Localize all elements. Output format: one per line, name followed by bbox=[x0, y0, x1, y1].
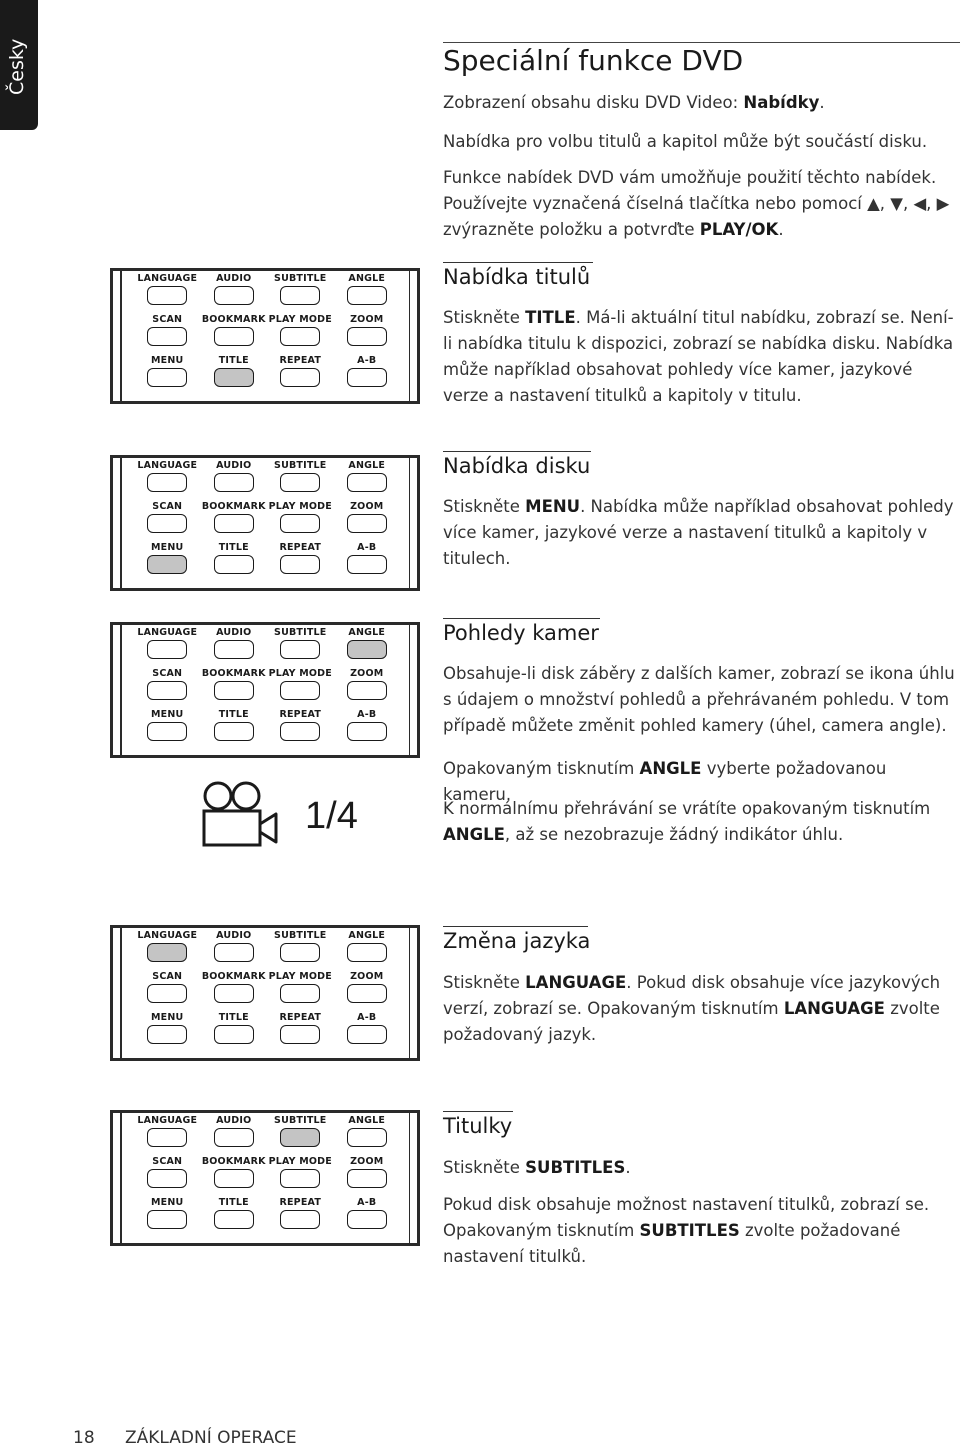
remote-button-label: TITLE bbox=[218, 355, 249, 366]
remote-button-label: TITLE bbox=[218, 1012, 249, 1023]
remote-frame bbox=[409, 268, 411, 404]
remote-button-repeat bbox=[280, 555, 320, 574]
remote-button-label: TITLE bbox=[218, 1197, 249, 1208]
remote-button-cell bbox=[267, 667, 334, 708]
remote-button-audio bbox=[214, 1128, 254, 1147]
remote-button-scan bbox=[147, 984, 187, 1003]
remote-illustration bbox=[110, 268, 420, 404]
remote-button-cell bbox=[267, 354, 334, 395]
remote-button-grid bbox=[134, 459, 400, 582]
remote-button-label: LANGUAGE bbox=[137, 273, 198, 284]
remote-button-label: PLAY MODE bbox=[268, 501, 332, 512]
remote-button-label: BOOKMARK bbox=[201, 501, 266, 512]
remote-button-menu bbox=[147, 1025, 187, 1044]
remote-button-subtitle bbox=[280, 943, 320, 962]
remote-button-cell bbox=[134, 272, 201, 313]
remote-frame bbox=[110, 268, 113, 404]
remote-button-label: LANGUAGE bbox=[137, 627, 198, 638]
remote-button-label: ZOOM bbox=[350, 314, 384, 325]
remote-button-label: REPEAT bbox=[279, 542, 322, 553]
section-heading-subtitles: Titulky bbox=[443, 1114, 513, 1138]
remote-button-cell bbox=[267, 1155, 334, 1196]
remote-button-label: BOOKMARK bbox=[201, 314, 266, 325]
remote-button-cell bbox=[134, 1155, 201, 1196]
remote-button-cell bbox=[201, 354, 268, 395]
remote-button-subtitle bbox=[280, 1128, 320, 1147]
remote-frame bbox=[110, 622, 113, 758]
remote-button-bookmark bbox=[214, 1169, 254, 1188]
remote-button-label: BOOKMARK bbox=[201, 1156, 266, 1167]
remote-button-zoom bbox=[347, 327, 387, 346]
subtitles-paragraph-1: Stiskněte SUBTITLES. bbox=[443, 1158, 631, 1177]
remote-button-label: SUBTITLE bbox=[274, 930, 327, 941]
remote-button-grid bbox=[134, 929, 400, 1052]
remote-button-label: BOOKMARK bbox=[201, 971, 266, 982]
remote-button-cell bbox=[134, 929, 201, 970]
remote-button-cell bbox=[334, 1011, 401, 1052]
remote-button-cell bbox=[334, 541, 401, 582]
remote-button-grid bbox=[134, 626, 400, 749]
remote-button-label: SUBTITLE bbox=[274, 460, 327, 471]
remote-button-cell bbox=[134, 459, 201, 500]
camera-paragraph-2: Opakovaným tisknutím ANGLE vyberte požadovanou kameru. bbox=[443, 759, 887, 804]
remote-button-label: ZOOM bbox=[350, 1156, 384, 1167]
remote-frame bbox=[110, 455, 113, 591]
remote-button-cell bbox=[134, 313, 201, 354]
remote-frame bbox=[110, 1243, 420, 1246]
remote-button-cell bbox=[334, 1196, 401, 1237]
remote-frame bbox=[409, 622, 411, 758]
title-menu-text: Stiskněte TITLE. Má-li aktuální titul nabídku, zobrazí se. Není-li nabídka titulu k dispozici, zobrazí se nabídka disku. Nabídka může například obsahovat pohledy více kamer, jazykové verze a nastavení titulků a kapitoly v titulu. bbox=[443, 308, 954, 405]
remote-button-cell bbox=[201, 272, 268, 313]
remote-button-label: MENU bbox=[151, 355, 184, 366]
remote-button-cell bbox=[134, 667, 201, 708]
remote-button-label: AUDIO bbox=[216, 273, 252, 284]
remote-illustration bbox=[110, 622, 420, 758]
remote-button-label: LANGUAGE bbox=[137, 930, 198, 941]
remote-button-label: AUDIO bbox=[216, 460, 252, 471]
remote-button-subtitle bbox=[280, 473, 320, 492]
remote-button-label: PLAY MODE bbox=[268, 971, 332, 982]
remote-button-label: ZOOM bbox=[350, 971, 384, 982]
remote-button-subtitle bbox=[280, 640, 320, 659]
subtitles-paragraph-2: Pokud disk obsahuje možnost nastavení titulků, zobrazí se. Opakovaným tisknutím SUBTITLES zvolte požadované nastavení titulků. bbox=[443, 1195, 930, 1266]
remote-frame bbox=[409, 925, 411, 1061]
remote-button-a-b bbox=[347, 1210, 387, 1229]
remote-button-label: A-B bbox=[357, 542, 377, 553]
remote-button-cell bbox=[134, 970, 201, 1011]
remote-frame bbox=[417, 622, 420, 758]
remote-button-label: SUBTITLE bbox=[274, 273, 327, 284]
remote-button-angle bbox=[347, 473, 387, 492]
remote-button-label: PLAY MODE bbox=[268, 314, 332, 325]
remote-frame bbox=[110, 925, 420, 928]
remote-button-label: TITLE bbox=[218, 542, 249, 553]
remote-button-label: AUDIO bbox=[216, 627, 252, 638]
remote-frame bbox=[417, 268, 420, 404]
remote-button-cell bbox=[334, 354, 401, 395]
remote-button-label: SCAN bbox=[152, 668, 183, 679]
remote-button-cell bbox=[134, 354, 201, 395]
remote-frame bbox=[110, 588, 420, 591]
remote-button-play-mode bbox=[280, 681, 320, 700]
remote-button-zoom bbox=[347, 1169, 387, 1188]
remote-button-language bbox=[147, 286, 187, 305]
remote-button-label: SUBTITLE bbox=[274, 627, 327, 638]
remote-button-bookmark bbox=[214, 327, 254, 346]
remote-button-cell bbox=[201, 1011, 268, 1052]
remote-button-label: AUDIO bbox=[216, 930, 252, 941]
intro-paragraph-2: Nabídka pro volbu titulů a kapitol může být součástí disku. bbox=[443, 132, 928, 151]
remote-button-cell bbox=[134, 1196, 201, 1237]
remote-button-cell bbox=[134, 541, 201, 582]
remote-button-grid bbox=[134, 272, 400, 395]
remote-frame bbox=[110, 1058, 420, 1061]
remote-button-a-b bbox=[347, 1025, 387, 1044]
remote-button-cell bbox=[267, 708, 334, 749]
remote-button-bookmark bbox=[214, 514, 254, 533]
remote-frame bbox=[417, 455, 420, 591]
remote-frame bbox=[409, 1110, 411, 1246]
remote-button-repeat bbox=[280, 722, 320, 741]
remote-button-cell bbox=[334, 626, 401, 667]
remote-button-cell bbox=[201, 1114, 268, 1155]
remote-button-label: ANGLE bbox=[348, 273, 386, 284]
remote-button-label: TITLE bbox=[218, 709, 249, 720]
remote-button-cell bbox=[267, 1114, 334, 1155]
intro-paragraph-3: Funkce nabídek DVD vám umožňuje použití těchto nabídek. Používejte vyznačená číselná tlačítka nebo pomocí ▲, ▼, ◀, ▶ zvýrazněte položku a potvrďte PLAY/OK. bbox=[443, 168, 950, 239]
remote-button-bookmark bbox=[214, 984, 254, 1003]
remote-frame bbox=[120, 268, 122, 404]
remote-button-label: SCAN bbox=[152, 314, 183, 325]
remote-button-cell bbox=[201, 1155, 268, 1196]
remote-button-label: REPEAT bbox=[279, 1012, 322, 1023]
remote-button-scan bbox=[147, 1169, 187, 1188]
remote-button-cell bbox=[267, 1011, 334, 1052]
language-tab bbox=[0, 0, 38, 130]
remote-button-audio bbox=[214, 943, 254, 962]
remote-button-label: ANGLE bbox=[348, 460, 386, 471]
section-rule bbox=[443, 1111, 513, 1112]
remote-button-cell bbox=[334, 970, 401, 1011]
remote-button-cell bbox=[134, 626, 201, 667]
remote-frame bbox=[409, 455, 411, 591]
remote-button-play-mode bbox=[280, 327, 320, 346]
remote-button-cell bbox=[201, 459, 268, 500]
remote-button-label: ANGLE bbox=[348, 1115, 386, 1126]
remote-button-title bbox=[214, 555, 254, 574]
remote-button-menu bbox=[147, 722, 187, 741]
remote-frame bbox=[110, 401, 420, 404]
section-heading-title-menu: Nabídka titulů bbox=[443, 265, 591, 289]
remote-button-scan bbox=[147, 514, 187, 533]
remote-button-label: BOOKMARK bbox=[201, 668, 266, 679]
remote-button-label: SCAN bbox=[152, 971, 183, 982]
remote-button-cell bbox=[334, 667, 401, 708]
remote-button-zoom bbox=[347, 514, 387, 533]
intro-paragraph-1: Zobrazení obsahu disku DVD Video: Nabídky. bbox=[443, 93, 825, 112]
remote-button-cell bbox=[201, 500, 268, 541]
remote-button-cell bbox=[134, 1011, 201, 1052]
remote-button-cell bbox=[334, 708, 401, 749]
remote-button-cell bbox=[334, 272, 401, 313]
remote-frame bbox=[110, 1110, 420, 1113]
remote-button-cell bbox=[267, 459, 334, 500]
remote-button-label: REPEAT bbox=[279, 1197, 322, 1208]
remote-button-label: SCAN bbox=[152, 501, 183, 512]
remote-button-label: REPEAT bbox=[279, 355, 322, 366]
top-rule bbox=[443, 42, 960, 43]
remote-button-cell bbox=[267, 500, 334, 541]
language-tab-label: Česky bbox=[6, 38, 28, 95]
remote-button-label: LANGUAGE bbox=[137, 1115, 198, 1126]
remote-button-subtitle bbox=[280, 286, 320, 305]
remote-button-menu bbox=[147, 555, 187, 574]
remote-frame bbox=[110, 925, 113, 1061]
remote-button-language bbox=[147, 473, 187, 492]
remote-frame bbox=[120, 925, 122, 1061]
remote-button-angle bbox=[347, 943, 387, 962]
remote-button-cell bbox=[134, 1114, 201, 1155]
footer-section-name: ZÁKLADNÍ OPERACE bbox=[125, 1428, 297, 1448]
language-text: Stiskněte LANGUAGE. Pokud disk obsahuje více jazykových verzí, zobrazí se. Opakovaným tisknutím LANGUAGE zvolte požadovaný jazyk. bbox=[443, 973, 941, 1044]
remote-button-label: ANGLE bbox=[348, 627, 386, 638]
remote-button-cell bbox=[267, 1196, 334, 1237]
remote-button-menu bbox=[147, 1210, 187, 1229]
remote-button-audio bbox=[214, 286, 254, 305]
remote-button-play-mode bbox=[280, 984, 320, 1003]
remote-button-cell bbox=[334, 459, 401, 500]
remote-frame bbox=[120, 1110, 122, 1246]
remote-frame bbox=[110, 268, 420, 271]
remote-button-cell bbox=[267, 313, 334, 354]
remote-frame bbox=[110, 622, 420, 625]
disc-menu-text: Stiskněte MENU. Nabídka může například obsahovat pohledy více kamer, jazykové verze a nastavení titulků a kapitoly v titulech. bbox=[443, 497, 954, 568]
remote-illustration bbox=[110, 455, 420, 591]
remote-button-label: MENU bbox=[151, 542, 184, 553]
camera-paragraph-3: K normálnímu přehrávání se vrátíte opakovaným tisknutím ANGLE, až se nezobrazuje žádný indikátor úhlu. bbox=[443, 799, 931, 844]
remote-button-label: A-B bbox=[357, 1197, 377, 1208]
remote-button-a-b bbox=[347, 368, 387, 387]
remote-button-cell bbox=[201, 667, 268, 708]
remote-button-label: LANGUAGE bbox=[137, 460, 198, 471]
remote-button-audio bbox=[214, 640, 254, 659]
remote-button-language bbox=[147, 1128, 187, 1147]
remote-button-cell bbox=[267, 626, 334, 667]
remote-button-cell bbox=[334, 1155, 401, 1196]
remote-button-cell bbox=[201, 1196, 268, 1237]
remote-button-cell bbox=[201, 929, 268, 970]
remote-button-angle bbox=[347, 1128, 387, 1147]
remote-button-cell bbox=[201, 626, 268, 667]
remote-button-label: MENU bbox=[151, 1197, 184, 1208]
page-number: 18 bbox=[73, 1428, 95, 1448]
remote-button-grid bbox=[134, 1114, 400, 1237]
remote-button-angle bbox=[347, 286, 387, 305]
remote-button-label: ZOOM bbox=[350, 501, 384, 512]
remote-button-cell bbox=[334, 1114, 401, 1155]
remote-button-repeat bbox=[280, 1025, 320, 1044]
camera-paragraph-1: Obsahuje-li disk záběry z dalších kamer, zobrazí se ikona úhlu s údajem o množství pohledů a přehrávaném pohledu. V tom případě můžete změnit pohled kamery (úhel, camera angle). bbox=[443, 664, 955, 735]
remote-button-label: MENU bbox=[151, 709, 184, 720]
remote-button-bookmark bbox=[214, 681, 254, 700]
remote-button-repeat bbox=[280, 1210, 320, 1229]
remote-frame bbox=[120, 455, 122, 591]
remote-button-label: ZOOM bbox=[350, 668, 384, 679]
remote-button-label: AUDIO bbox=[216, 1115, 252, 1126]
remote-button-cell bbox=[267, 929, 334, 970]
remote-frame bbox=[110, 455, 420, 458]
page-title: Speciální funkce DVD bbox=[443, 44, 744, 77]
remote-frame bbox=[417, 1110, 420, 1246]
remote-button-cell bbox=[267, 541, 334, 582]
remote-button-title bbox=[214, 1210, 254, 1229]
remote-button-label: PLAY MODE bbox=[268, 1156, 332, 1167]
remote-illustration bbox=[110, 1110, 420, 1246]
section-heading-disc-menu: Nabídka disku bbox=[443, 454, 591, 478]
remote-button-repeat bbox=[280, 368, 320, 387]
remote-button-cell bbox=[134, 500, 201, 541]
remote-button-label: REPEAT bbox=[279, 709, 322, 720]
remote-button-angle bbox=[347, 640, 387, 659]
angle-indicator: 1/4 bbox=[305, 795, 358, 837]
section-rule bbox=[443, 262, 593, 263]
remote-frame bbox=[120, 622, 122, 758]
remote-button-play-mode bbox=[280, 1169, 320, 1188]
remote-button-audio bbox=[214, 473, 254, 492]
remote-button-cell bbox=[334, 929, 401, 970]
remote-button-label: ANGLE bbox=[348, 930, 386, 941]
remote-button-label: SUBTITLE bbox=[274, 1115, 327, 1126]
remote-button-label: MENU bbox=[151, 1012, 184, 1023]
remote-button-a-b bbox=[347, 722, 387, 741]
remote-button-cell bbox=[334, 500, 401, 541]
remote-button-language bbox=[147, 640, 187, 659]
remote-button-language bbox=[147, 943, 187, 962]
remote-button-a-b bbox=[347, 555, 387, 574]
remote-frame bbox=[110, 1110, 113, 1246]
remote-button-cell bbox=[267, 272, 334, 313]
camera-angle-icon bbox=[200, 780, 280, 850]
remote-button-cell bbox=[201, 541, 268, 582]
section-rule bbox=[443, 926, 588, 927]
section-heading-camera: Pohledy kamer bbox=[443, 621, 599, 645]
remote-button-cell bbox=[201, 313, 268, 354]
remote-frame bbox=[417, 925, 420, 1061]
remote-button-label: A-B bbox=[357, 355, 377, 366]
remote-button-play-mode bbox=[280, 514, 320, 533]
remote-button-scan bbox=[147, 327, 187, 346]
section-rule bbox=[443, 618, 600, 619]
remote-button-zoom bbox=[347, 984, 387, 1003]
remote-button-cell bbox=[134, 708, 201, 749]
remote-button-label: SCAN bbox=[152, 1156, 183, 1167]
section-heading-language: Změna jazyka bbox=[443, 929, 591, 953]
remote-button-cell bbox=[334, 313, 401, 354]
remote-button-label: PLAY MODE bbox=[268, 668, 332, 679]
remote-button-title bbox=[214, 722, 254, 741]
remote-button-zoom bbox=[347, 681, 387, 700]
remote-button-label: A-B bbox=[357, 709, 377, 720]
remote-button-menu bbox=[147, 368, 187, 387]
remote-frame bbox=[110, 755, 420, 758]
remote-button-cell bbox=[201, 970, 268, 1011]
remote-button-scan bbox=[147, 681, 187, 700]
remote-button-title bbox=[214, 368, 254, 387]
remote-button-cell bbox=[201, 708, 268, 749]
remote-illustration bbox=[110, 925, 420, 1061]
remote-button-label: A-B bbox=[357, 1012, 377, 1023]
remote-button-cell bbox=[267, 970, 334, 1011]
section-rule bbox=[443, 451, 591, 452]
remote-button-title bbox=[214, 1025, 254, 1044]
